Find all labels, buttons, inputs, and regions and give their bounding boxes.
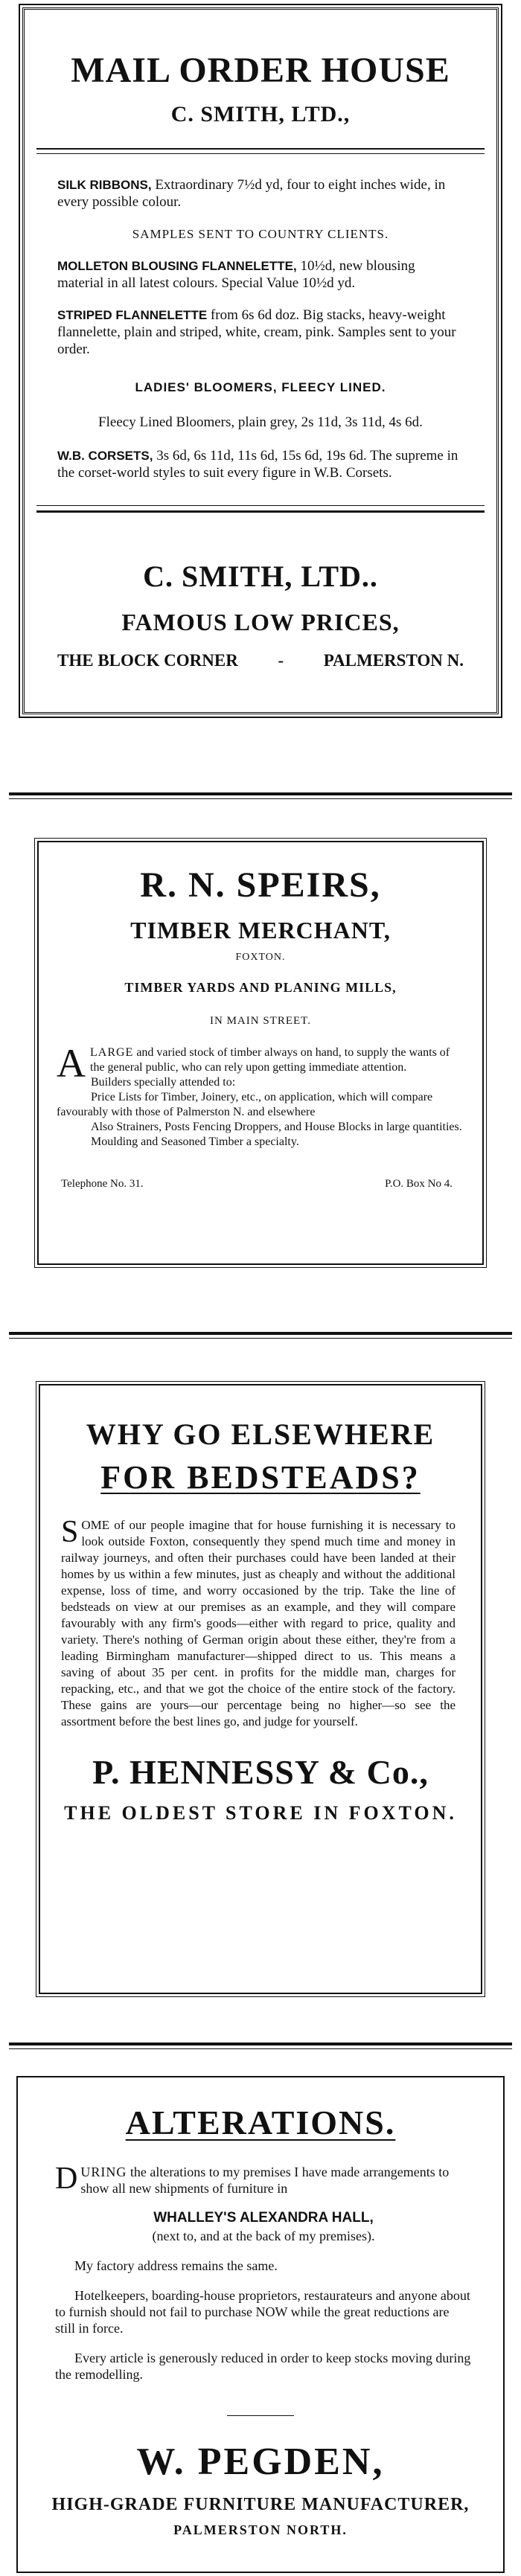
footer-town: PALMERSTON NORTH. bbox=[173, 2522, 348, 2537]
bloomers-heading: LADIES' BLOOMERS, FLEECY LINED. bbox=[135, 380, 386, 394]
strainers: Also Strainers, Posts Fencing Droppers, and House Blocks in large quantities. bbox=[91, 1121, 462, 1133]
item-molleton bbox=[57, 257, 464, 292]
factory-line: My factory address remains the same. bbox=[74, 2258, 278, 2273]
footer-dash: - bbox=[278, 651, 284, 670]
footer-name: P. HENNESSY & Co., bbox=[92, 1753, 429, 1791]
telephone: Telephone No. 31. bbox=[61, 1178, 144, 1190]
ad-mail-order-house bbox=[22, 7, 499, 714]
drop-cap: D bbox=[55, 2162, 78, 2196]
lead-text: the alterations to my premises I have made arrangements to show all new shipments of furniture in bbox=[80, 2165, 450, 2196]
ad-subtitle: FOR BEDSTEADS? bbox=[100, 1459, 421, 1496]
every-article: Every article is generously reduced in order to keep stocks moving during the remodelling. bbox=[55, 2351, 471, 2382]
lead-caps: LARGE bbox=[90, 1046, 134, 1059]
ad-town: FOXTON. bbox=[235, 952, 286, 963]
moulding: Moulding and Seasoned Timber a specialty. bbox=[91, 1135, 299, 1148]
hall-name: WHALLEY'S ALEXANDRA HALL, bbox=[153, 2210, 374, 2226]
lead-caps: OME bbox=[81, 1518, 110, 1532]
builders-line: Builders specially attended to: bbox=[91, 1076, 236, 1089]
lead-text: and varied stock of timber always on hand, to supply the wants of the general public, who can rely upon getting immediate attention. bbox=[90, 1046, 450, 1074]
item-heading: MOLLETON BLOUSING FLANNELETTE, bbox=[57, 259, 297, 273]
ad-pegden-alterations bbox=[16, 2076, 505, 2573]
ad-body bbox=[39, 1041, 482, 1150]
footer-name: W. PEGDEN, bbox=[136, 2441, 385, 2483]
item-silk-ribbons bbox=[57, 176, 464, 211]
item-striped bbox=[57, 307, 464, 358]
ad-body bbox=[18, 2164, 503, 2383]
ad-subtitle: C. SMITH, LTD., bbox=[170, 102, 351, 126]
hall-location: (next to, and at the back of my premises). bbox=[152, 2229, 375, 2243]
footer-tagline: THE OLDEST STORE IN FOXTON. bbox=[64, 1802, 457, 1824]
ad-yards: TIMBER YARDS AND PLANING MILLS, bbox=[124, 980, 397, 995]
ad-speirs-timber bbox=[37, 841, 484, 1265]
drop-cap: S bbox=[61, 1515, 79, 1549]
footer-right: PALMERSTON N. bbox=[323, 651, 464, 670]
footer-name: C. SMITH, LTD.. bbox=[143, 560, 378, 593]
divider bbox=[36, 505, 485, 513]
ad-body bbox=[40, 1517, 481, 1730]
price-lists: Price Lists for Timber, Joinery, etc., on application, which will compare favourably with those of Palmerston N. and elsewhere bbox=[57, 1091, 433, 1118]
item-text: 10½d, new blousing material in all latest colours. Special Value 10½d yd. bbox=[57, 258, 415, 291]
item-heading: STRIPED FLANNELETTE bbox=[57, 308, 208, 322]
body-paragraph bbox=[61, 1517, 456, 1730]
po-box: P.O. Box No 4. bbox=[385, 1178, 453, 1190]
footer-address bbox=[25, 651, 496, 670]
samples-note: SAMPLES SENT TO COUNTRY CLIENTS. bbox=[132, 227, 389, 241]
item-text: Extraordinary 7½d yd, four to eight inches wide, in every possible colour. bbox=[57, 177, 446, 210]
item-text: 3s 6d, 6s 11d, 11s 6d, 15s 6d, 19s 6d. The supreme in the corset-world styles to suit every figure in W.B. Corsets. bbox=[57, 448, 458, 481]
ad-footer bbox=[39, 1178, 482, 1191]
divider bbox=[36, 148, 485, 154]
lead-paragraph bbox=[55, 2164, 472, 2197]
item-corsets bbox=[57, 447, 464, 481]
divider bbox=[227, 2415, 294, 2416]
item-heading: SILK RIBBONS, bbox=[57, 178, 152, 192]
ad-hennessy-bedsteads bbox=[39, 1384, 482, 1994]
ad-title: WHY GO ELSEWHERE bbox=[86, 1417, 435, 1451]
ad-title: MAIL ORDER HOUSE bbox=[71, 51, 450, 90]
column-rule bbox=[9, 2042, 512, 2045]
footer-trade: HIGH-GRADE FURNITURE MANUFACTURER, bbox=[51, 2495, 470, 2514]
item-heading: W.B. CORSETS, bbox=[57, 449, 153, 463]
item-text: from 6s 6d doz. Big stacks, heavy-weight flannelette, plain and striped, white, cream, pink. Samples sent to your order. bbox=[57, 307, 456, 357]
lead-caps: URING bbox=[80, 2165, 127, 2179]
column-rule bbox=[9, 1332, 512, 1335]
column-rule bbox=[9, 792, 512, 795]
body-text: of our people imagine that for house furnishing it is necessary to look outside Foxton, consequently they spend much time and money in railway journeys, and often their purchases could have been landed at their homes by us within a few minutes, just as cheaply and without the additional expense, loss of time, and worry occasioned by the trip. Take the line of bedsteads on view at our premises as an example, and they will compare favourably with any firm's goods—either with regard to price, quality and variety. There's nothing of German origin about these either, they're from a leading Birmingham manufacturer—shipped direct to us. This means a saving of about 35 per cent. in profits for the middle man, charges for repacking, etc., and that we got the choice of the entire stock of the factory. These gains are yours—our percentage being no higher—so see the assortment before the best lines go, and judge for yourself. bbox=[61, 1518, 456, 1728]
ad-title: ALTERATIONS. bbox=[125, 2104, 396, 2141]
footer-slogan: FAMOUS LOW PRICES, bbox=[121, 609, 400, 635]
ad-title: R. N. SPEIRS, bbox=[140, 865, 381, 905]
bloomers-text: Fleecy Lined Bloomers, plain grey, 2s 11d, 3s 11d, 4s 6d. bbox=[98, 414, 423, 430]
ad-body bbox=[25, 176, 496, 481]
drop-cap: A bbox=[57, 1041, 86, 1086]
footer-left: THE BLOCK CORNER bbox=[57, 651, 238, 670]
ad-street: IN MAIN STREET. bbox=[210, 1015, 311, 1027]
hotelkeepers: Hotelkeepers, boarding-house proprietors, restaurateurs and anyone about to furnish should not fail to purchase NOW while the great reductions are still in force. bbox=[55, 2288, 470, 2336]
ad-subtitle: TIMBER MERCHANT, bbox=[130, 917, 391, 943]
